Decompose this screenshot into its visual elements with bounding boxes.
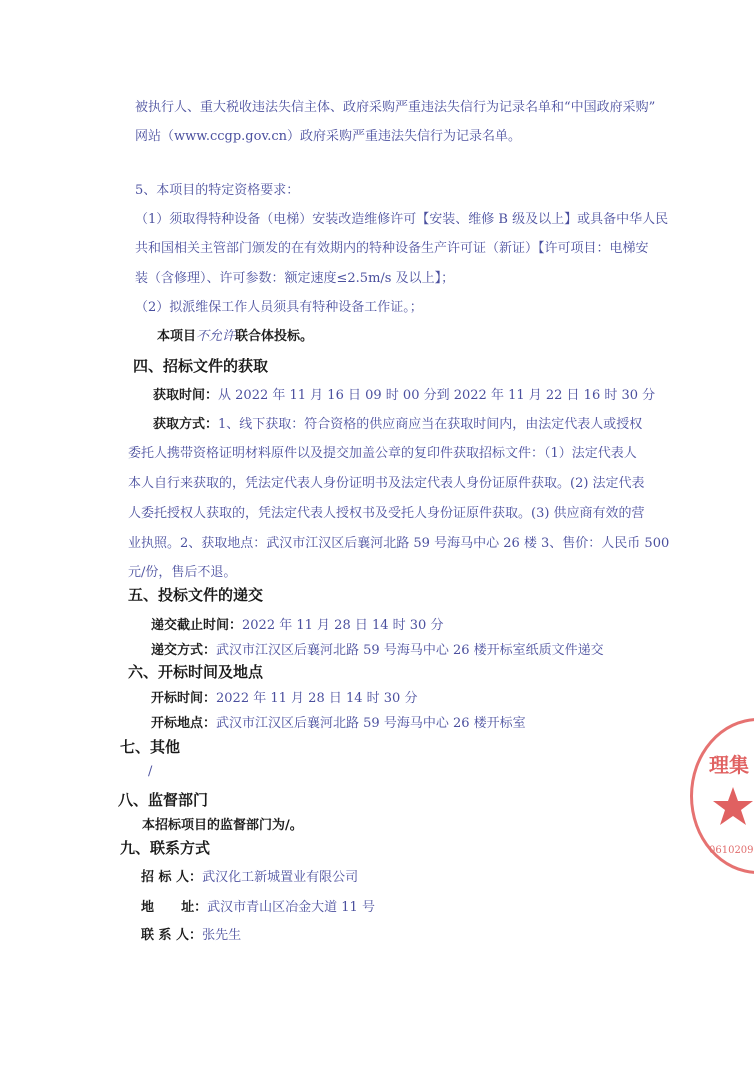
section5-method-value: 武汉市江汉区后襄河北路 59 号海马中心 26 楼开标室纸质文件递交 (216, 643, 604, 658)
section4-method-line3: 本人自行来获取的，凭法定代表人身份证明书及法定代表人身份证原件获取。(2) 法定代表 (128, 476, 645, 491)
section6-time-label: 开标时间： (151, 691, 217, 706)
section5-heading: 五、投标文件的递交 (128, 586, 264, 604)
address-label: 地 址： (141, 900, 208, 915)
qualification-req1-line2: 共和国相关主管部门颁发的在有效期内的特种设备生产许可证（新证）【许可项目：电梯安 (135, 241, 649, 256)
section4-method-label: 获取方式： (153, 417, 219, 432)
intro-line-1: 被执行人、重大税收违法失信主体、政府采购严重违法失信行为记录名单和“中国政府采购” (135, 100, 656, 115)
section4-method-line2: 委托人携带资格证明材料原件以及提交加盖公章的复印件获取招标文件：（1）法定代表人 (128, 446, 637, 461)
consortium-statement (157, 328, 313, 346)
section4-time (153, 387, 655, 405)
seal-star-icon (711, 785, 754, 829)
qualification-req1-line1: （1）须取得特种设备（电梯）安装改造维修许可【安装、维修 B 级及以上】或具备中华人民 (135, 212, 669, 227)
section4-time-value: 从 2022 年 11 月 16 日 09 时 00 分到 2022 年 11 月 22 日 16 时 30 分 (218, 388, 656, 403)
qualification-req1-line3: 装（含修理）、许可参数：额定速度≤2.5m/s 及以上】； (135, 271, 455, 286)
section5-deadline (151, 617, 443, 635)
section9-heading: 九、联系方式 (120, 839, 211, 857)
section6-time (151, 690, 417, 708)
seal-characters: 理集 (709, 753, 749, 777)
seal-clip (690, 718, 754, 878)
section5-deadline-value: 2022 年 11 月 28 日 14 时 30 分 (242, 618, 444, 633)
consortium-suffix: 联合体投标。 (235, 329, 314, 344)
section5-method-label: 递交方式： (151, 643, 217, 658)
section7-value: / (148, 764, 153, 779)
tenderer-label: 招 标 人： (141, 870, 203, 885)
contact-value: 张先生 (202, 928, 242, 943)
seal-number: 0610209 (709, 845, 754, 856)
section4-time-label: 获取时间： (153, 388, 219, 403)
section8-text: 本招标项目的监督部门为/。 (142, 818, 303, 833)
section4-method-line4: 人委托授权人获取的，凭法定代表人授权书及受托人身份证原件获取。(3) 供应商有效的营 (128, 506, 645, 521)
contact-label: 联 系 人： (141, 928, 203, 943)
section4-method-line1-text: 1、线下获取：符合资格的供应商应当在获取时间内，由法定代表人或授权 (218, 417, 643, 432)
section8-heading: 八、监督部门 (118, 791, 209, 809)
section5-method (151, 642, 604, 660)
section9-address (141, 899, 375, 917)
section5-deadline-label: 递交截止时间： (151, 618, 243, 633)
company-seal (690, 718, 754, 874)
section4-heading: 四、招标文件的获取 (133, 357, 269, 375)
consortium-italic: 不允许 (196, 329, 236, 344)
qualification-title: 5、本项目的特定资格要求： (135, 183, 300, 198)
intro-line-2: 网站（www.ccgp.gov.cn）政府采购严重违法失信行为记录名单。 (135, 129, 522, 144)
section9-contact (141, 927, 241, 945)
qualification-req2: （2）拟派维保工作人员须具有特种设备工作证。； (135, 300, 423, 315)
section4-method-line1 (153, 416, 642, 434)
tenderer-value: 武汉化工新城置业有限公司 (202, 870, 359, 885)
section6-heading: 六、开标时间及地点 (128, 663, 264, 681)
address-value: 武汉市青山区冶金大道 11 号 (207, 900, 375, 915)
section4-method-line6: 元/份，售后不退。 (128, 565, 237, 580)
section4-method-line5: 业执照。2、获取地点：武汉市江汉区后襄河北路 59 号海马中心 26 楼 3、售价：人民币 500 (128, 536, 670, 551)
section6-place (151, 715, 526, 733)
section9-tenderer (141, 869, 358, 887)
section6-place-value: 武汉市江汉区后襄河北路 59 号海马中心 26 楼开标室 (216, 716, 526, 731)
section7-heading: 七、其他 (120, 738, 181, 756)
section6-place-label: 开标地点： (151, 716, 217, 731)
consortium-prefix: 本项目 (157, 329, 197, 344)
section6-time-value: 2022 年 11 月 28 日 14 时 30 分 (216, 691, 418, 706)
